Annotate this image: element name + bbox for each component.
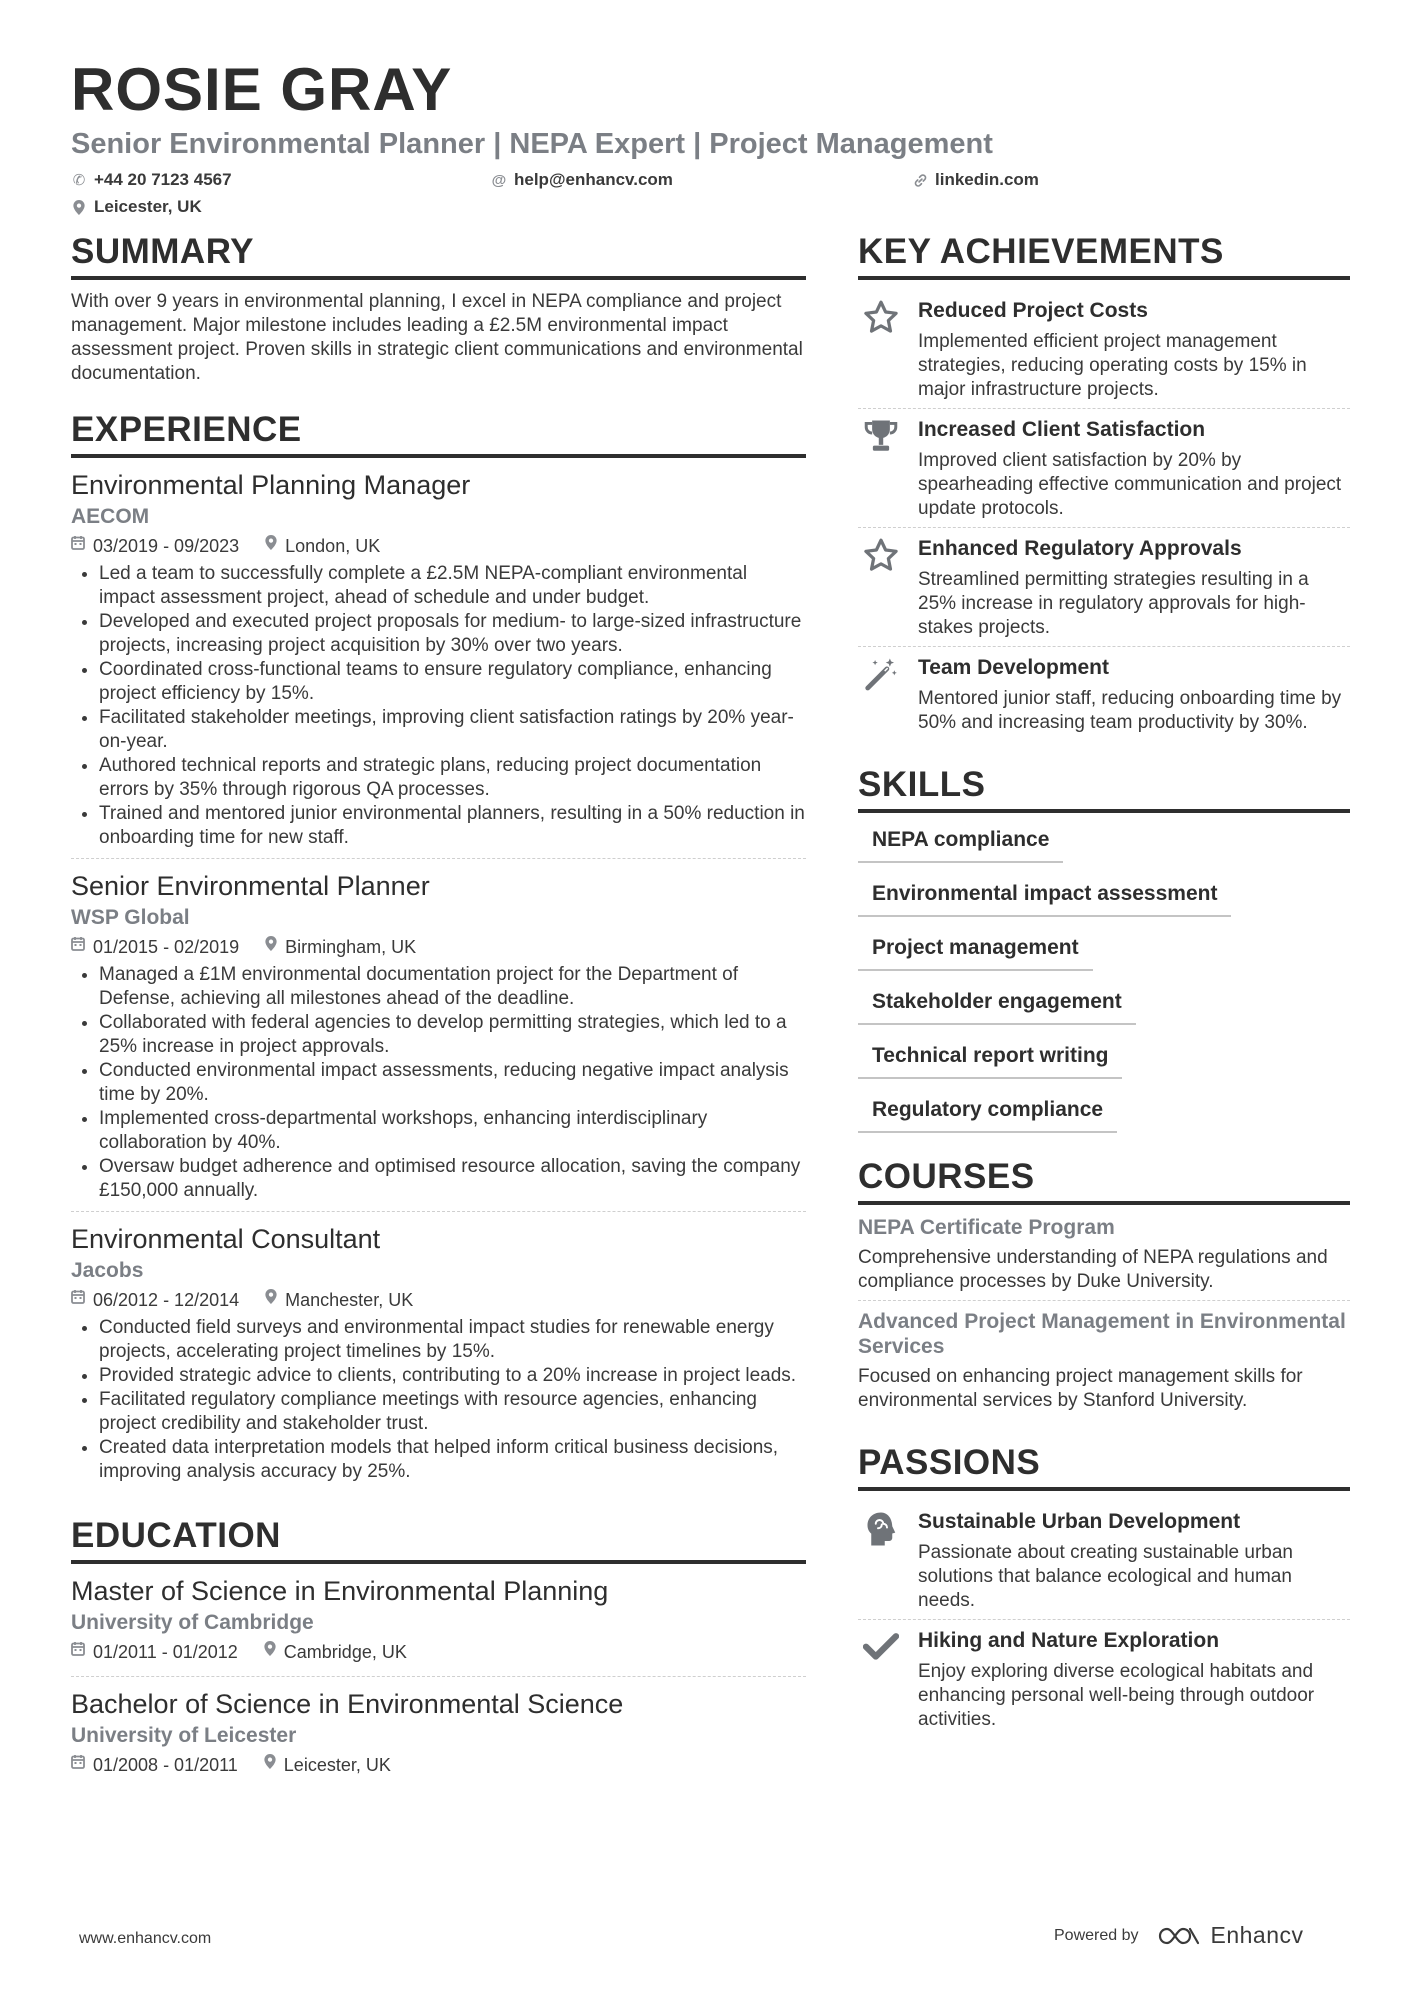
- course-title: Advanced Project Management in Environmental Services: [858, 1310, 1346, 1358]
- job-bullets: [71, 1316, 806, 1484]
- passions-heading: PASSIONS: [858, 1443, 1350, 1491]
- job-meta: [71, 1288, 806, 1312]
- location-pin-icon: [264, 1640, 276, 1664]
- achievement-item: [858, 647, 1350, 741]
- calendar-icon: [71, 1640, 85, 1664]
- passion-desc: Enjoy exploring diverse ecological habitats and enhancing personal well-being through outdoor activities.: [918, 1661, 1315, 1730]
- location-text: Leicester, UK: [94, 197, 202, 216]
- job-meta: [71, 534, 806, 558]
- footer-website[interactable]: www.enhancv.com: [79, 1930, 212, 1947]
- achievement-desc: Mentored junior staff, reducing onboarding time by 50% and increasing team productivity by 30%.: [918, 688, 1342, 733]
- bullet-item: • Managed a £1M environmental documentation project for the Department of Defense, achieving all milestones ahead of the deadline.: [99, 963, 806, 1011]
- trophy-icon: [858, 415, 904, 521]
- experience-heading: EXPERIENCE: [71, 410, 806, 458]
- skill-tag: NEPA compliance: [858, 823, 1063, 863]
- education-entry: [71, 1687, 806, 1789]
- achievements-section: [858, 232, 1350, 741]
- job-dates: 01/2015 - 02/2019: [93, 937, 240, 957]
- right-column: [858, 232, 1350, 1762]
- left-column: [71, 232, 806, 1813]
- course-desc: Comprehensive understanding of NEPA regulations and compliance processes by Duke University.: [858, 1247, 1328, 1292]
- phone-text: +44 20 7123 4567: [94, 170, 232, 189]
- location-pin-icon: [265, 1288, 277, 1312]
- job-dates: 03/2019 - 09/2023: [93, 536, 240, 556]
- job-company: WSP Global: [71, 906, 190, 929]
- enhancv-logo[interactable]: [1157, 1922, 1304, 1949]
- job-company: Jacobs: [71, 1259, 144, 1282]
- magic-wand-icon: [858, 653, 904, 735]
- candidate-tagline: Senior Environmental Planner | NEPA Expert | Project Management: [71, 128, 993, 160]
- skill-tag: Environmental impact assessment: [858, 877, 1231, 917]
- bullet-item: • Conducted field surveys and environmental impact studies for renewable energy projects, accelerating project timelines by 15%.: [99, 1316, 806, 1364]
- location-pin-icon: [264, 1753, 276, 1777]
- star-icon: [858, 534, 904, 640]
- skills-heading: SKILLS: [858, 765, 1350, 813]
- star-icon: [858, 296, 904, 402]
- degree-title: Master of Science in Environmental Planning: [71, 1576, 609, 1606]
- summary-section: [71, 232, 806, 386]
- location-pin-icon: [265, 935, 277, 959]
- education-meta: [71, 1753, 806, 1777]
- achievement-desc: Implemented efficient project management strategies, reducing operating costs by 15% in major infrastructure projects.: [918, 331, 1307, 400]
- degree-title: Bachelor of Science in Environmental Science: [71, 1689, 624, 1719]
- bullet-item: • Oversaw budget adherence and optimised resource allocation, saving the company £150,000 annually.: [99, 1155, 806, 1203]
- job-meta: [71, 935, 806, 959]
- at-icon: @: [491, 171, 507, 189]
- passion-item: [858, 1620, 1350, 1738]
- skill-tag: Regulatory compliance: [858, 1093, 1117, 1133]
- achievement-item: [858, 528, 1350, 647]
- skill-tag: Stakeholder engagement: [858, 985, 1136, 1025]
- education-location: Leicester, UK: [283, 1755, 391, 1775]
- skill-tag: Project management: [858, 931, 1093, 971]
- contact-location: [71, 197, 202, 217]
- calendar-icon: [71, 534, 85, 558]
- education-meta: [71, 1640, 806, 1664]
- achievement-title: Enhanced Regulatory Approvals: [918, 537, 1242, 560]
- bullet-item: • Developed and executed project proposals for medium- to large-sized infrastructure projects, increasing project acquisition by 30% over two years.: [99, 610, 806, 658]
- footer-branding: [1054, 1922, 1304, 1949]
- job-title: Environmental Consultant: [71, 1224, 381, 1254]
- resume-header: [71, 56, 1351, 224]
- job-company: AECOM: [71, 505, 150, 528]
- contact-linkedin[interactable]: [912, 170, 1039, 190]
- skills-list: [858, 823, 1350, 1133]
- job-bullets: [71, 963, 806, 1203]
- infinity-logo-icon: [1157, 1924, 1203, 1948]
- job-location: Birmingham, UK: [285, 937, 417, 957]
- course-title: NEPA Certificate Program: [858, 1216, 1115, 1239]
- contact-phone: [71, 170, 232, 190]
- candidate-name: ROSIE GRAY: [71, 56, 453, 123]
- course-desc: Focused on enhancing project management skills for environmental services by Stanford University.: [858, 1366, 1303, 1411]
- skills-section: [858, 765, 1350, 1133]
- skill-tag: Technical report writing: [858, 1039, 1122, 1079]
- summary-text: With over 9 years in environmental planning, I excel in NEPA compliance and project management. Major milestone includes leading a £2.5M environmental impact assessment project. Proven skills in strategic client communications and environmental documentation.: [71, 291, 803, 384]
- bullet-item: • Coordinated cross-functional teams to ensure regulatory compliance, enhancing project efficiency by 15%.: [99, 658, 806, 706]
- job-title: Environmental Planning Manager: [71, 470, 471, 500]
- bullet-item: • Led a team to successfully complete a £2.5M NEPA-compliant environmental impact assessment project, ahead of schedule and under budget.: [99, 562, 806, 610]
- location-pin-icon: [265, 534, 277, 558]
- bullet-item: • Authored technical reports and strategic plans, reducing project documentation errors by 35% through rigorous QA processes.: [99, 754, 806, 802]
- courses-heading: COURSES: [858, 1157, 1350, 1205]
- bullet-item: • Facilitated regulatory compliance meetings with resource agencies, enhancing project credibility and stakeholder trust.: [99, 1388, 806, 1436]
- job-dates: 06/2012 - 12/2014: [93, 1290, 240, 1310]
- experience-entry: [71, 1222, 806, 1492]
- bullet-item: • Collaborated with federal agencies to develop permitting strategies, which led to a 25% increase in project approvals.: [99, 1011, 806, 1059]
- experience-section: [71, 410, 806, 1492]
- checkmark-icon: [858, 1626, 904, 1732]
- calendar-icon: [71, 935, 85, 959]
- achievement-desc: Improved client satisfaction by 20% by spearheading effective communication and project update protocols.: [918, 450, 1342, 519]
- powered-by-label: Powered by: [1054, 1926, 1139, 1944]
- calendar-icon: [71, 1753, 85, 1777]
- calendar-icon: [71, 1288, 85, 1312]
- passion-desc: Passionate about creating sustainable urban solutions that balance ecological and human needs.: [918, 1542, 1293, 1611]
- education-dates: 01/2011 - 01/2012: [93, 1642, 238, 1662]
- linkedin-text[interactable]: linkedin.com: [935, 170, 1039, 189]
- contact-email[interactable]: [491, 170, 673, 190]
- phone-icon: ✆: [72, 172, 86, 189]
- job-title: Senior Environmental Planner: [71, 871, 430, 901]
- achievement-title: Increased Client Satisfaction: [918, 418, 1206, 441]
- summary-heading: SUMMARY: [71, 232, 806, 280]
- education-location: Cambridge, UK: [283, 1642, 407, 1662]
- achievement-item: [858, 290, 1350, 409]
- school-name: University of Cambridge: [71, 1611, 314, 1634]
- bullet-item: • Created data interpretation models that helped inform critical business decisions, improving analysis accuracy by 25%.: [99, 1436, 806, 1484]
- bullet-item: • Facilitated stakeholder meetings, improving client satisfaction ratings by 20% year-on-year.: [99, 706, 806, 754]
- brand-name: Enhancv: [1210, 1922, 1304, 1948]
- job-bullets: [71, 562, 806, 850]
- course-item: [858, 1309, 1350, 1419]
- bullet-item: • Trained and mentored junior environmental planners, resulting in a 50% reduction in onboarding time for new staff.: [99, 802, 806, 850]
- contact-info: [71, 170, 1351, 224]
- head-brain-icon: [858, 1507, 904, 1613]
- achievement-desc: Streamlined permitting strategies resulting in a 25% increase in regulatory approvals for high-stakes projects.: [918, 569, 1309, 638]
- school-name: University of Leicester: [71, 1724, 297, 1747]
- achievement-title: Team Development: [918, 656, 1109, 679]
- course-item: [858, 1215, 1350, 1301]
- bullet-item: • Implemented cross-departmental workshops, enhancing interdisciplinary collaboration by 40%.: [99, 1107, 806, 1155]
- passions-section: [858, 1443, 1350, 1738]
- job-location: Manchester, UK: [285, 1290, 414, 1310]
- education-section: [71, 1516, 806, 1789]
- experience-entry: [71, 468, 806, 859]
- email-text[interactable]: help@enhancv.com: [514, 170, 673, 189]
- link-icon: [912, 173, 928, 188]
- bullet-item: • Conducted environmental impact assessments, reducing negative impact analysis time by 20%.: [99, 1059, 806, 1107]
- passion-title: Hiking and Nature Exploration: [918, 1629, 1220, 1652]
- education-entry: [71, 1574, 806, 1677]
- bullet-item: • Provided strategic advice to clients, contributing to a 20% increase in project leads.: [99, 1364, 806, 1388]
- achievement-item: [858, 409, 1350, 528]
- education-dates: 01/2008 - 01/2011: [93, 1755, 238, 1775]
- achievement-title: Reduced Project Costs: [918, 299, 1148, 322]
- passion-title: Sustainable Urban Development: [918, 1510, 1241, 1533]
- education-heading: EDUCATION: [71, 1516, 806, 1564]
- location-pin-icon: [71, 200, 87, 215]
- job-location: London, UK: [285, 536, 381, 556]
- courses-section: [858, 1157, 1350, 1419]
- passion-item: [858, 1501, 1350, 1620]
- experience-entry: [71, 869, 806, 1212]
- achievements-heading: KEY ACHIEVEMENTS: [858, 232, 1350, 280]
